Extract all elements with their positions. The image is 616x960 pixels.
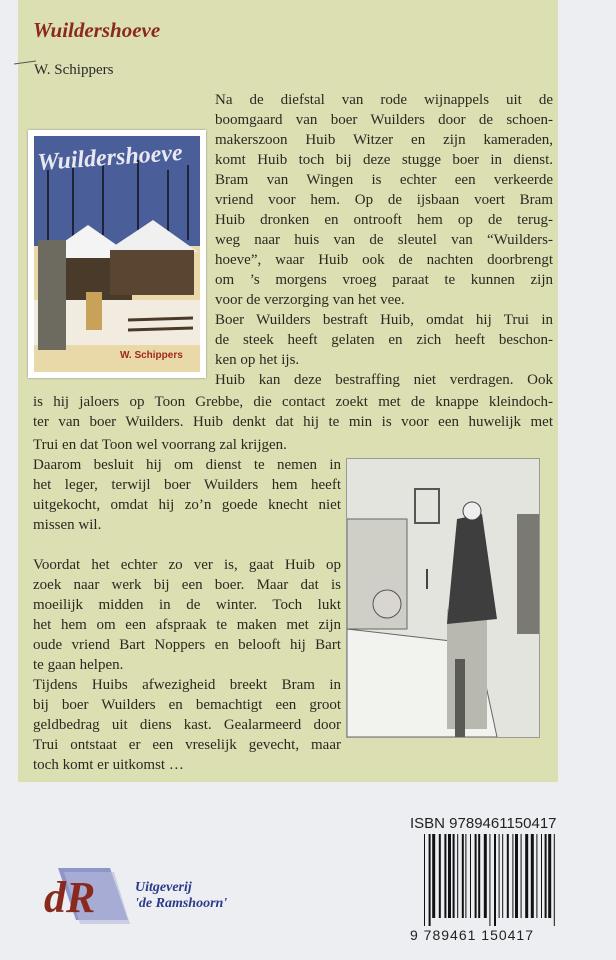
barcode-bar bbox=[515, 834, 518, 918]
blurb-line: makerszoon Huib Witzer en zijn kameraden, bbox=[215, 132, 553, 148]
blurb-line: missen wil. bbox=[33, 517, 102, 533]
bedroom-scene-illustration bbox=[347, 459, 539, 737]
barcode-bar bbox=[484, 834, 487, 918]
blurb-line: uitgekocht, omdat hij zo’n goede knecht niet bbox=[33, 497, 341, 513]
blurb-line: bij boer Wuilders en bemachtigt een groot bbox=[33, 697, 341, 713]
blurb-line: Boer Wuilders bestraft Huib, omdat hij Trui in bbox=[215, 312, 553, 328]
cover-title-text: Wuildershoeve bbox=[36, 139, 184, 176]
blurb-line: Trui en dat Toon wel voorrang zal krijgen. bbox=[33, 437, 287, 453]
publisher-line-2: 'de Ramshoorn' bbox=[135, 896, 228, 911]
barcode-bar bbox=[448, 834, 451, 918]
interior-illustration bbox=[346, 458, 540, 738]
publisher-line-1: Uitgeverij bbox=[135, 880, 192, 895]
blurb-line: is hij jaloers op Toon Grebbe, die contact zoekt met de knappe kleindoch- bbox=[33, 394, 553, 410]
blurb-line: Trui ontstaat er een vreselijk gevecht, maar bbox=[33, 737, 341, 753]
blurb-line: de steek heeft gelaten en zich heeft beschon- bbox=[215, 332, 553, 348]
barcode-bar bbox=[470, 834, 471, 918]
blurb-line: voor de verzorging van het vee. bbox=[215, 292, 405, 308]
blurb-text-top bbox=[215, 90, 553, 390]
blurb-line: Daarom besluit hij om dienst te nemen in bbox=[33, 457, 341, 473]
blurb-line: oude vriend Bart Noppers en belooft hij Bart bbox=[33, 637, 341, 653]
barcode bbox=[422, 834, 560, 926]
blurb-line: moeilijk midden in de winter. Toch lukt bbox=[33, 597, 341, 613]
blurb-line: weg naar huis van de sleutel van “Wuilders- bbox=[215, 232, 553, 248]
barcode-bar bbox=[521, 834, 522, 918]
blurb-line: Bram van Wingen is echter een verkeerde bbox=[215, 172, 553, 188]
barcode-bar bbox=[507, 834, 509, 918]
barcode-bar bbox=[424, 834, 425, 926]
isbn-label: ISBN 9789461150417 bbox=[410, 815, 557, 832]
cover-illustration bbox=[28, 130, 206, 378]
barcode-bar bbox=[465, 834, 466, 918]
blurb-line: toch komt er uitkomst … bbox=[33, 757, 184, 773]
blurb-line: Voordat het echter zo ver is, gaat Huib op bbox=[33, 557, 341, 573]
blurb-text-middle bbox=[33, 392, 553, 432]
blurb-line: ter van boer Wuilders. Huib denkt dat hij te min is voor een huwelijk met bbox=[33, 414, 553, 430]
barcode-bar bbox=[475, 834, 477, 918]
blurb-line: geldbedrag uit diens kast. Gealarmeerd door bbox=[33, 717, 341, 733]
barcode-bar bbox=[494, 834, 496, 926]
blurb-line: vriend voor hem. Op de ijsbaan voert Bram bbox=[215, 192, 553, 208]
barcode-bar bbox=[554, 834, 555, 926]
blurb-line: boomgaard van boer Wuilders door de schoen- bbox=[215, 112, 553, 128]
barcode-bar bbox=[525, 834, 528, 918]
blurb-text-bottom bbox=[33, 435, 341, 775]
publisher-name bbox=[135, 880, 227, 912]
blurb-line: Huib kan deze bestraffing niet verdragen. Ook bbox=[215, 372, 553, 388]
barcode-bar bbox=[432, 834, 435, 918]
cover-author-text: W. Schippers bbox=[120, 350, 183, 361]
blurb-line: Huib dronken en ontrooft hem op de terug- bbox=[215, 212, 553, 228]
blurb-line: ken op het ijs. bbox=[215, 352, 300, 368]
blurb-line: om ’s morgens vroeg paraat te kunnen zijn bbox=[215, 272, 553, 288]
blurb-line: komt Huib toch bij deze stugge boer in dienst. bbox=[215, 152, 553, 168]
book-title: Wuildershoeve bbox=[33, 18, 161, 42]
blurb-line: het hem om een afspraak te maken met zijn bbox=[33, 617, 341, 633]
barcode-bar bbox=[462, 834, 464, 918]
barcode-bar bbox=[512, 834, 513, 918]
blurb-line: hoeve”, waar Huib ook de nachten doorbrengt bbox=[215, 252, 553, 268]
barcode-bar bbox=[489, 834, 490, 926]
barcode-bar bbox=[541, 834, 542, 918]
blurb-line bbox=[33, 535, 341, 555]
barcode-bar bbox=[536, 834, 537, 918]
cover-thumbnail bbox=[28, 130, 206, 378]
author-name: W. Schippers bbox=[34, 62, 114, 78]
barcode-bar bbox=[478, 834, 480, 918]
barcode-bar bbox=[457, 834, 458, 918]
barcode-bar bbox=[439, 834, 441, 918]
publisher-logo-letters: dR bbox=[44, 873, 96, 922]
blurb-line: Tijdens Huibs afwezigheid breekt Bram in bbox=[33, 677, 341, 693]
barcode-number: 9 789461 150417 bbox=[410, 927, 534, 943]
blurb-line: zoek naar werk bij een boer. Maar dat is bbox=[33, 577, 341, 593]
barcode-bar bbox=[531, 834, 534, 918]
blurb-line: het leger, terwijl boer Wuilders hem heeft bbox=[33, 477, 341, 493]
barcode-bar bbox=[548, 834, 551, 918]
barcode-bar bbox=[453, 834, 455, 918]
publisher-logo bbox=[40, 868, 130, 924]
barcode-bar bbox=[502, 834, 503, 918]
barcode-bar bbox=[545, 834, 547, 918]
barcode-bar bbox=[499, 834, 500, 918]
barcode-bar bbox=[444, 834, 446, 918]
barcode-bar bbox=[429, 834, 431, 926]
blurb-line: Na de diefstal van rode wijnappels uit de bbox=[215, 92, 553, 108]
blurb-line: te gaan helpen. bbox=[33, 657, 124, 673]
